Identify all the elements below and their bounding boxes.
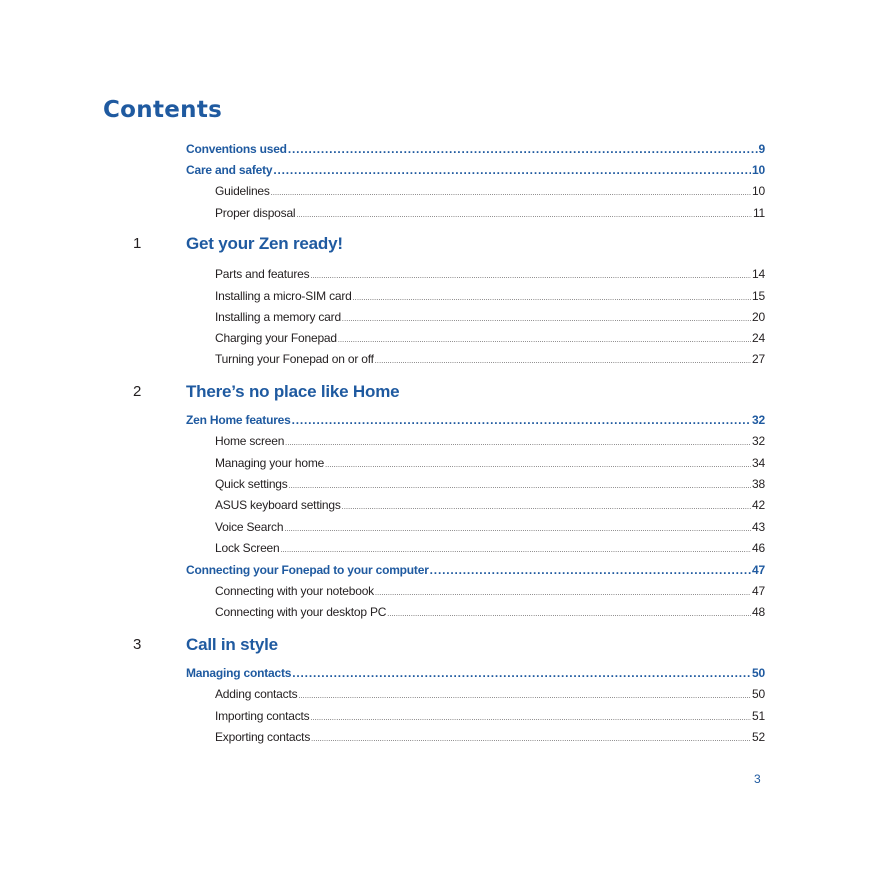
toc-entry-page: 43 [752,520,765,534]
chapter-number: 3 [133,636,142,653]
toc-entry-label: Managing your home [215,456,325,470]
leader-dots [310,273,751,280]
toc-entry-label: Importing contacts [215,709,310,723]
leader-dots [375,358,751,365]
toc-subentry[interactable] [215,730,765,748]
toc-entry-label: Exporting contacts [215,730,311,744]
toc-subentry[interactable] [215,206,765,224]
toc-entry-page: 38 [752,477,765,491]
leader-dots [288,142,758,156]
leader-dots [292,666,751,680]
toc-entry-label: Connecting with your desktop PC [215,605,387,619]
toc-entry-page: 48 [752,605,765,619]
toc-entry-label: Conventions used [186,142,287,156]
leader-dots [375,590,751,597]
toc-entry-label: Lock Screen [215,541,280,555]
chapter-heading[interactable] [0,234,869,258]
chapter-heading[interactable] [0,382,869,406]
chapter-title: Call in style [186,635,278,654]
toc-entry-page: 42 [752,498,765,512]
toc-subentry[interactable] [215,331,765,349]
toc-subentry[interactable] [215,477,765,495]
toc-subentry[interactable] [215,310,765,328]
chapter-title: There’s no place like Home [186,382,400,401]
leader-dots [281,547,752,554]
toc-entry-page: 14 [752,267,765,281]
toc-entry-page: 10 [752,163,765,177]
toc-subentry[interactable] [215,352,765,370]
toc-subentry[interactable] [215,456,765,474]
chapter-number: 2 [133,383,142,400]
toc-entry[interactable] [186,666,765,684]
leader-dots [353,295,751,302]
toc-subentry[interactable] [215,184,765,202]
leader-dots [311,736,751,743]
toc-subentry[interactable] [215,289,765,307]
toc-entry-page: 52 [752,730,765,744]
toc-subentry[interactable] [215,605,765,623]
toc-entry-page: 27 [752,352,765,366]
toc-entry-label: Adding contacts [215,687,298,701]
toc-subentry[interactable] [215,520,765,538]
chapter-title: Get your Zen ready! [186,234,343,253]
toc-subentry[interactable] [215,267,765,285]
toc-entry-label: Charging your Fonepad [215,331,337,345]
toc-entry-label: Connecting your Fonepad to your computer [186,563,429,577]
toc-entry-page: 47 [752,563,765,577]
leader-dots [298,693,751,700]
leader-dots [430,563,751,577]
leader-dots [284,526,751,533]
leader-dots [289,483,751,490]
toc-subentry[interactable] [215,584,765,602]
toc-entry-page: 50 [752,687,765,701]
toc-entry-page: 32 [752,413,765,427]
leader-dots [342,316,751,323]
toc-entry-label: Turning your Fonepad on or off [215,352,374,366]
toc-entry-page: 11 [752,206,765,220]
toc-entry-label: Installing a memory card [215,310,341,324]
toc-entry-label: Managing contacts [186,666,292,680]
toc-entry-label: Zen Home features [186,413,291,427]
toc-entry-page: 51 [752,709,765,723]
toc-entry-page: 46 [752,541,765,555]
toc-entry-label: ASUS keyboard settings [215,498,341,512]
toc-entry-page: 47 [752,584,765,598]
toc-entry-page: 15 [752,289,765,303]
toc-entry-label: Voice Search [215,520,284,534]
toc-subentry[interactable] [215,709,765,727]
chapter-number: 1 [133,235,142,252]
toc-entry-page: 20 [752,310,765,324]
leader-dots [273,163,751,177]
toc-subentry[interactable] [215,687,765,705]
toc-entry-page: 9 [758,142,765,156]
toc-entry-page: 24 [752,331,765,345]
leader-dots [296,212,752,219]
toc-entry-page: 32 [752,434,765,448]
toc-entry-page: 34 [752,456,765,470]
leader-dots [342,504,751,511]
toc-subentry[interactable] [215,434,765,452]
toc-entry-label: Connecting with your notebook [215,584,374,598]
chapter-heading[interactable] [0,635,869,659]
toc-entry[interactable] [186,142,765,160]
toc-entry-label: Installing a micro-SIM card [215,289,352,303]
page-number: 3 [754,772,761,786]
leader-dots [271,190,751,197]
toc-entry-label: Care and safety [186,163,273,177]
leader-dots [338,337,751,344]
toc-entry-label: Quick settings [215,477,288,491]
toc-entry[interactable] [186,413,765,431]
toc-subentry[interactable] [215,541,765,559]
toc-entry-label: Home screen [215,434,285,448]
toc-entry-page: 10 [752,184,765,198]
leader-dots [387,611,751,618]
toc-subentry[interactable] [215,498,765,516]
toc-entry-label: Proper disposal [215,206,296,220]
page-title: Contents [103,97,223,123]
toc-entry[interactable] [186,563,765,581]
toc-entry[interactable] [186,163,765,181]
leader-dots [310,715,751,722]
leader-dots [292,413,751,427]
toc-entry-label: Guidelines [215,184,270,198]
toc-entry-page: 50 [752,666,765,680]
leader-dots [325,462,751,469]
leader-dots [285,440,751,447]
toc-entry-label: Parts and features [215,267,310,281]
